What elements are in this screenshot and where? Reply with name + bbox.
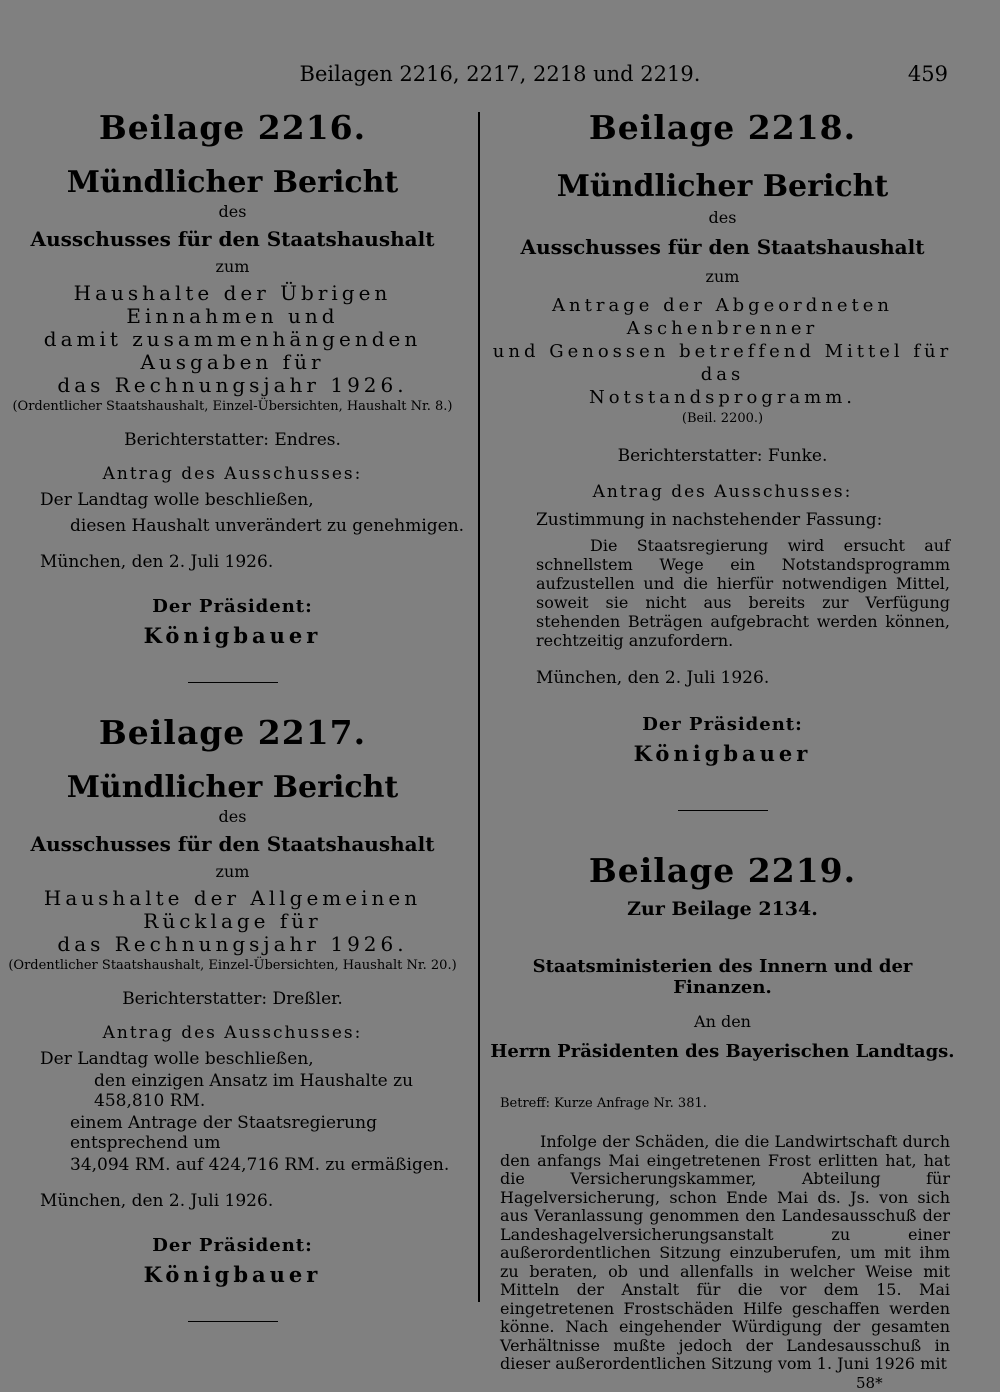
letter-body: Infolge der Schäden, die die Landwirtschaft durch den anfangs Mai eingetretenen Frost erlitten hat, hat die Versicherungskammer, Abteilung für Hagelversicherung, schon Ende Mai ds. Js. von sich aus Veranlassung genommen den Landesausschuß der Landeshagelversicherungsanstalt zu einer außerordentlichen Sitzung einzuberufen, um mit ihm zu beraten, ob und allenfalls in welcher Weise mit Mitteln der Anstalt für die vor dem 15. Mai eingetretenen Frostschäden Hilfe geschaffen werden könne. Nach eingehender Würdigung der gesamten Verhältnisse mußte jedoch der Landesausschuß in dieser außerordentlichen Sitzung vom 1. Juni 1926 mit <box>500 1132 950 1373</box>
subject-line: das Rechnungsjahr 1926. <box>57 373 408 397</box>
president-label: Der Präsident: <box>152 1235 313 1256</box>
place-date: München, den 2. Juli 1926. <box>536 668 770 688</box>
place-date: München, den 2. Juli 1926. <box>40 552 274 572</box>
zum-label: zum <box>215 257 250 276</box>
resolution-text: 34,094 RM. auf 424,716 RM. zu ermäßigen. <box>70 1155 450 1175</box>
section-separator <box>188 682 278 683</box>
des-label: des <box>218 202 247 221</box>
beilage-subtitle: Zur Beilage 2134. <box>627 898 818 920</box>
report-title: Mündlicher Bericht <box>66 165 399 200</box>
ministries-line: Staatsministerien des Innern und der Finanzen. <box>532 956 913 998</box>
des-label: des <box>218 807 247 826</box>
beilage-title: Beilage 2218. <box>588 108 857 147</box>
header-title: Beilagen 2216, 2217, 2218 und 2219. <box>299 62 701 86</box>
committee-motion-label: Antrag des Ausschusses: <box>592 482 853 502</box>
subject-line: und Genossen betreffend Mittel für das <box>492 341 953 385</box>
an-den-label: An den <box>694 1012 751 1031</box>
beilage-2218 <box>490 108 955 766</box>
approval-line: Zustimmung in nachstehender Fassung: <box>536 510 883 530</box>
report-title: Mündlicher Bericht <box>66 770 399 805</box>
president-name: Königbauer <box>143 1262 322 1287</box>
subject-line: Notstandsprogramm. <box>588 387 857 408</box>
committee-motion-label: Antrag des Ausschusses: <box>102 464 363 484</box>
committee-name: Ausschusses für den Staatshaushalt <box>30 227 435 251</box>
resolution-text: Der Landtag wolle beschließen, <box>40 1049 314 1069</box>
budget-note: (Ordentlicher Staatshaushalt, Einzel-Übersichten, Haushalt Nr. 20.) <box>8 958 457 973</box>
zum-label: zum <box>215 862 250 881</box>
signature-mark: 58* <box>856 1373 883 1392</box>
column-divider <box>478 112 480 1302</box>
section-separator <box>188 1321 278 1322</box>
committee-name: Ausschusses für den Staatshaushalt <box>520 235 925 259</box>
budget-note: (Ordentlicher Staatshaushalt, Einzel-Übersichten, Haushalt Nr. 8.) <box>12 399 453 414</box>
president-name: Königbauer <box>633 741 812 766</box>
subject-line: das Rechnungsjahr 1926. <box>57 932 408 956</box>
subject-reference: Betreff: Kurze Anfrage Nr. 381. <box>500 1096 707 1111</box>
beilage-2219 <box>490 851 955 1392</box>
subject-line: Haushalte der Allgemeinen Rücklage für <box>43 886 422 933</box>
president-name: Königbauer <box>143 623 322 648</box>
committee-motion-label: Antrag des Ausschusses: <box>102 1023 363 1043</box>
addressee-line: Herrn Präsidenten des Bayerischen Landtags. <box>490 1041 955 1062</box>
left-column <box>0 100 465 1322</box>
resolution-text: den einzigen Ansatz im Haushalte zu 458,810 RM. <box>94 1071 414 1111</box>
subject-line: damit zusammenhängenden Ausgaben für <box>43 327 422 374</box>
beilage-title: Beilage 2216. <box>98 108 367 147</box>
subject-line: Haushalte der Übrigen Einnahmen und <box>73 281 392 328</box>
beilage-2216 <box>0 108 465 648</box>
motion-text: Die Staatsregierung wird ersucht auf schnellstem Wege ein Notstandsprogramm aufzustellen und die hierfür notwendigen Mittel, soweit sie nicht aus bereits zur Verfügung stehenden Beträgen aufgebracht werden können, rechtzeitig anzufordern. <box>536 536 950 650</box>
committee-name: Ausschusses für den Staatshaushalt <box>30 832 435 856</box>
report-title: Mündlicher Bericht <box>556 169 889 204</box>
place-date: München, den 2. Juli 1926. <box>40 1191 274 1211</box>
reporter-line: Berichterstatter: Endres. <box>124 430 341 450</box>
beilage-title: Beilage 2217. <box>98 713 367 752</box>
subject-line: Antrage der Abgeordneten Aschenbrenner <box>552 295 893 339</box>
resolution-text: diesen Haushalt unverändert zu genehmigen. <box>70 516 465 536</box>
right-column <box>490 100 955 1392</box>
des-label: des <box>708 208 737 227</box>
page-header <box>0 62 1000 92</box>
beilage-title: Beilage 2219. <box>588 851 857 890</box>
page-number: 459 <box>907 62 948 86</box>
reference-note: (Beil. 2200.) <box>681 411 764 426</box>
reporter-line: Berichterstatter: Funke. <box>617 446 828 466</box>
president-label: Der Präsident: <box>642 714 803 735</box>
resolution-text: einem Antrage der Staatsregierung entsprechend um <box>70 1113 377 1153</box>
resolution-text: Der Landtag wolle beschließen, <box>40 490 314 510</box>
section-separator <box>678 810 768 811</box>
zum-label: zum <box>705 267 740 286</box>
president-label: Der Präsident: <box>152 596 313 617</box>
beilage-2217 <box>0 713 465 1287</box>
reporter-line: Berichterstatter: Dreßler. <box>122 989 343 1009</box>
